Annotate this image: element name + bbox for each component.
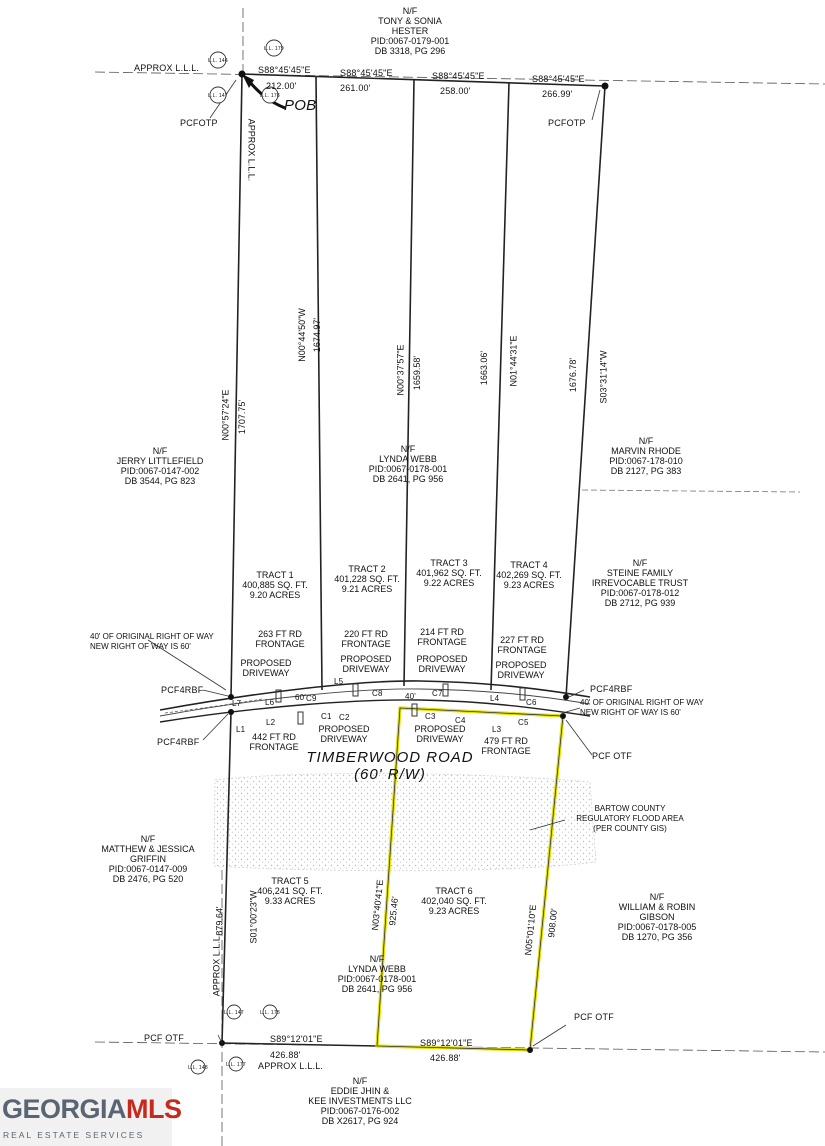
row-note-left: 40' OF ORIGINAL RIGHT OF WAY NEW RIGHT OF WAY IS 60' bbox=[90, 632, 214, 651]
line-distance: 925.46' bbox=[387, 895, 401, 927]
line-bearing: N01°44'31"E bbox=[508, 335, 519, 387]
curve-label: L6 bbox=[265, 698, 275, 707]
pcfotp-right: PCFOTP bbox=[548, 118, 586, 128]
line-bearing: S03°31'14"W bbox=[598, 350, 609, 404]
tract-4-frontage: 227 FT RD FRONTAGE bbox=[497, 635, 547, 655]
corner-nw bbox=[239, 71, 246, 78]
corner-ne bbox=[602, 83, 609, 90]
curve-label: C9 bbox=[306, 694, 317, 703]
top-distance: 212.00' bbox=[266, 81, 297, 91]
line-bearing: N00°37'57"E bbox=[395, 344, 406, 396]
tract-2-driveway: PROPOSED DRIVEWAY bbox=[340, 654, 392, 674]
top-distance: 261.00' bbox=[340, 83, 371, 93]
ll-marker: L.L. 179 bbox=[264, 46, 284, 52]
bottom-distance: 426.88' bbox=[430, 1053, 461, 1063]
flood-area bbox=[214, 773, 596, 870]
curve-label: L4 bbox=[490, 694, 500, 703]
line-bearing: S01°00'23"W bbox=[248, 890, 259, 944]
owner-rhode: N/F MARVIN RHODE PID:0067-178-010 DB 2127, PG 383 bbox=[609, 436, 683, 476]
approx-lll-vertical: APPROX L.L.L. bbox=[246, 118, 257, 182]
curve-label: L3 bbox=[492, 725, 502, 734]
tract-4-label: TRACT 4 402,269 SQ. FT. 9.23 ACRES bbox=[496, 560, 562, 590]
pcf4rbf-nw: PCF4RBF bbox=[161, 685, 204, 695]
tract-1-frontage: 263 FT RD FRONTAGE bbox=[255, 629, 305, 649]
rhode-line bbox=[582, 490, 800, 492]
line-bearing: N05°01'10"E bbox=[522, 904, 539, 956]
tract-3-label: TRACT 3 401,962 SQ. FT. 9.22 ACRES bbox=[416, 558, 482, 588]
owner-steine: N/F STEINE FAMILY IRREVOCABLE TRUST PID:0067-0178-012 DB 2712, PG 939 bbox=[591, 558, 689, 608]
curve-label: C7 bbox=[432, 689, 443, 698]
curve-label: C5 bbox=[518, 718, 529, 727]
tract-1-label: TRACT 1 400,885 SQ. FT. 9.20 ACRES bbox=[242, 570, 308, 600]
curve-label: L2 bbox=[266, 718, 276, 727]
approx-lll-bottom: APPROX L.L.L. bbox=[258, 1061, 324, 1071]
line-bearing: N00°44'50"W bbox=[296, 308, 307, 362]
tract-3-frontage: 214 FT RD FRONTAGE bbox=[417, 627, 467, 647]
top-bearing: S88°45'45"E bbox=[532, 74, 585, 84]
pcf-otf-sw: PCF OTF bbox=[144, 1033, 184, 1043]
tract-5-label: TRACT 5 406,241 SQ. FT. 9.33 ACRES bbox=[257, 876, 323, 906]
ll-marker: L.L. 178 bbox=[260, 93, 280, 99]
flood-note: BARTOW COUNTY REGULATORY FLOOD AREA (PER COUNTY GIS) bbox=[576, 804, 684, 833]
ll-marker: L.L. 146 bbox=[208, 58, 228, 64]
pcfotp-left: PCFOTP bbox=[180, 118, 218, 128]
ll-marker: L.L. 147 bbox=[208, 93, 228, 99]
owner-gibson: N/F WILLIAM & ROBIN GIBSON PID:0067-0178-005 DB 1270, PG 356 bbox=[617, 892, 697, 942]
pcf4rbf-sw: PCF4RBF bbox=[157, 737, 200, 747]
tract3-4-line bbox=[491, 83, 509, 690]
pcf-otf-e: PCF OTF bbox=[592, 751, 632, 761]
road-row: (60' R/W) bbox=[354, 766, 426, 783]
top-bearing: S88°45'45"E bbox=[258, 65, 311, 75]
approx-lll-top: APPROX L.L.L. bbox=[134, 63, 200, 73]
tract-2-frontage: 220 FT RD FRONTAGE bbox=[341, 629, 391, 649]
owner-jhin: N/F EDDIE JHIN & KEE INVESTMENTS LLC PID:0067-0176-002 DB X2617, PG 924 bbox=[308, 1076, 412, 1126]
west-boundary-tract1 bbox=[231, 74, 242, 697]
curve-label: C3 bbox=[425, 712, 436, 721]
georgia-mls-logo: GEORGIAMLS REAL ESTATE SERVICES bbox=[0, 1088, 172, 1146]
corner-road-se bbox=[560, 713, 566, 719]
bottom-bearing: S89°12'01"E bbox=[420, 1038, 473, 1048]
tract-5-frontage: 442 FT RD FRONTAGE bbox=[249, 732, 299, 752]
ll-marker: L.L. 148 bbox=[188, 1065, 208, 1071]
ll-marker: L.L. 177 bbox=[226, 1062, 246, 1068]
road-name: TIMBERWOOD ROAD bbox=[306, 749, 474, 766]
curve-label: C8 bbox=[372, 689, 383, 698]
tract-5-driveway: PROPOSED DRIVEWAY bbox=[318, 724, 370, 744]
pcf4rbf-ne: PCF4RBF bbox=[590, 684, 633, 694]
tract-6-driveway: PROPOSED DRIVEWAY bbox=[414, 724, 466, 744]
tract-6-frontage: 479 FT RD FRONTAGE bbox=[481, 736, 531, 756]
west-boundary-tract5 bbox=[222, 712, 231, 1043]
bottom-bearing: S89°12'01"E bbox=[270, 1034, 323, 1044]
ll-marker: L.L. 147 bbox=[224, 1010, 244, 1016]
top-distance: 266.99' bbox=[542, 89, 573, 99]
line-distance: 1659.58' bbox=[412, 355, 423, 391]
owner-littlefield: N/F JERRY LITTLEFIELD PID:0067-0147-002 DB 3544, PG 823 bbox=[116, 446, 204, 486]
pob-label: POB bbox=[284, 97, 317, 114]
bottom-distance: 426.88' bbox=[270, 1050, 301, 1060]
curve-label: C4 bbox=[455, 716, 466, 725]
top-bearing: S88°45'45"E bbox=[432, 71, 485, 81]
line-bearing: N00°57'24"E bbox=[220, 389, 231, 441]
curve-label: L5 bbox=[334, 677, 344, 686]
approx-lll-vertical: APPROX L.L.L. bbox=[211, 933, 222, 997]
tract-3-driveway: PROPOSED DRIVEWAY bbox=[416, 654, 468, 674]
corner-road-ne bbox=[563, 694, 569, 700]
curve-label: C1 bbox=[321, 712, 332, 721]
line-distance: 1676.78' bbox=[568, 357, 579, 393]
top-distance: 258.00' bbox=[440, 86, 471, 96]
ll-marker: L.L. 178 bbox=[260, 1010, 280, 1016]
road-width-label: 60' bbox=[295, 693, 307, 702]
tract-4-driveway: PROPOSED DRIVEWAY bbox=[495, 660, 547, 680]
tract-1-driveway: PROPOSED DRIVEWAY bbox=[240, 658, 292, 678]
curve-label: L1 bbox=[236, 725, 246, 734]
tract-6-label: TRACT 6 402,040 SQ. FT. 9.23 ACRES bbox=[421, 886, 487, 916]
owner-webb-bottom: N/F LYNDA WEBB PID:0067-0178-001 DB 2641, PG 956 bbox=[337, 954, 417, 994]
row-note-right: 40' OF ORIGINAL RIGHT OF WAY NEW RIGHT OF WAY IS 60' bbox=[580, 698, 704, 717]
line-distance: 1674.97' bbox=[312, 317, 323, 353]
tract-2-label: TRACT 2 401,228 SQ. FT. 9.21 ACRES bbox=[334, 564, 400, 594]
line-distance: 1663.06' bbox=[479, 350, 490, 386]
pcf-otf-se: PCF OTF bbox=[574, 1012, 614, 1022]
line-distance: 1707.75' bbox=[237, 399, 248, 435]
corner-se bbox=[527, 1047, 533, 1053]
top-bearing: S88°45'45"E bbox=[340, 68, 393, 78]
curve-label: C6 bbox=[526, 698, 537, 707]
curve-label: L7 bbox=[232, 699, 242, 708]
corner-road-sw bbox=[228, 709, 234, 715]
owner-webb-top: N/F LYNDA WEBB PID:0067-0178-001 DB 2641, PG 956 bbox=[368, 444, 448, 484]
owner-hester: N/F TONY & SONIA HESTER PID:0067-0179-001 DB 3318, PG 296 bbox=[370, 6, 450, 56]
line-distance: 908.00' bbox=[546, 907, 560, 939]
curve-label: C2 bbox=[339, 713, 350, 722]
line-distance: 879.64' bbox=[214, 906, 225, 936]
line-bearing: N03°40'41"E bbox=[369, 879, 386, 931]
road-width-label: 40' bbox=[405, 692, 417, 701]
owner-griffin: N/F MATTHEW & JESSICA GRIFFIN PID:0067-0147-009 DB 2476, PG 520 bbox=[101, 834, 195, 884]
